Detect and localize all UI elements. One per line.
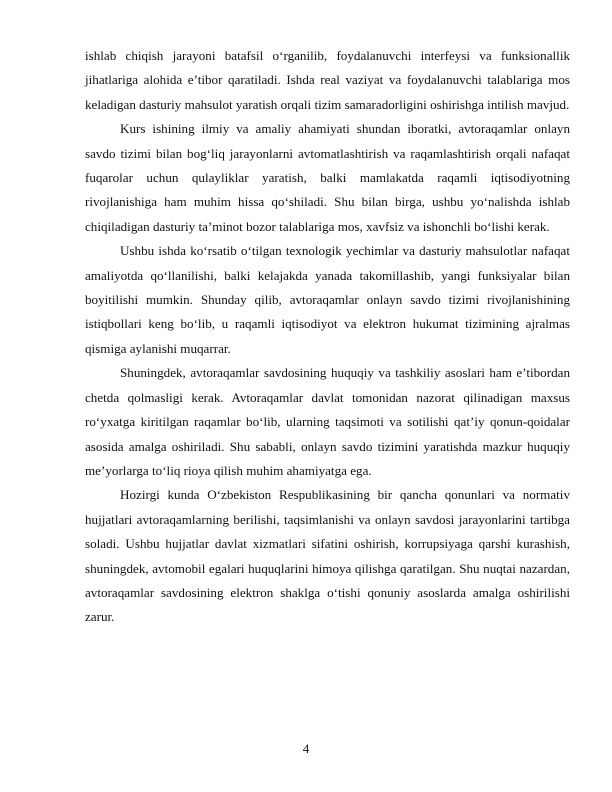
paragraph-significance: Kurs ishining ilmiy va amaliy ahamiyati shundan iboratki, avtoraqamlar onlayn savdo tizimi bilan bog‘liq jarayonlarni avtomatlashtirish va raqamlashtirish orqali nafaqat fuqarolar uchun qulayliklar yaratish, balki mamlakatda raqamli iqtisodiyotning rivojlanishiga ham muhim hissa qo‘shiladi. Shu bilan birga, ushbu yo‘nalishda ishlab chiqiladigan dasturiy ta’minot bozor talablariga mos, xavfsiz va ishonchli bo‘lishi kerak. <box>85 121 570 234</box>
page-number: 4 <box>302 741 310 756</box>
paragraph-continuation: ishlab chiqish jarayoni batafsil o‘rganilib, foydalanuvchi interfeysi va funksionallik jihatlariga alohida e’tibor qaratiladi. Ishda real vaziyat va foydalanuvchi talablariga mos keladigan dasturiy mahsulot yaratish orqali tizim samaradorligini oshirishga intilish mavjud. <box>85 48 570 112</box>
paragraph-legal-basis: Shuningdek, avtoraqamlar savdosining huquqiy va tashkiliy asoslari ham e’tibordan chetda qolmasligi kerak. Avtoraqamlar davlat tomonidan nazorat qilinadigan maxsus ro‘yxatga kiritilgan raqamlar bo‘lib, ularning taqsimoti va sotilishi qat’iy qonun-qoidalar asosida amalga oshiriladi. Shu sababli, onlayn savdo tizimini yaratishda mazkur huquqiy me’yorlarga to‘liq rioya qilish muhim ahamiyatga ega. <box>85 365 570 478</box>
document-body <box>85 44 570 630</box>
paragraph-prospects: Ushbu ishda ko‘rsatib o‘tilgan texnologik yechimlar va dasturiy mahsulotlar nafaqat amaliyotda qo‘llanilishi, balki kelajakda yanada takomillashib, yangi funksiyalar bilan boyitilishi mumkin. Shunday qilib, avtoraqamlar onlayn savdo tizimi rivojlanishining istiqbollari keng bo‘lib, u raqamli iqtisodiyot va elektron hukumat tizimining ajralmas qismiga aylanishi muqarrar. <box>85 243 570 356</box>
paragraph-regulations: Hozirgi kunda O‘zbekiston Respublikasining bir qancha qonunlari va normativ hujjatlari avtoraqamlarning berilishi, taqsimlanishi va onlayn savdosi jarayonlarini tartibga soladi. Ushbu hujjatlar davlat xizmatlari sifatini oshirish, korrupsiyaga qarshi kurashish, shuningdek, avtomobil egalari huquqlarini himoya qilishga qaratilgan. Shu nuqtai nazardan, avtoraqamlar savdosining elektron shaklga o‘tishi qonuniy asoslarda amalga oshirilishi zarur. <box>85 487 570 625</box>
